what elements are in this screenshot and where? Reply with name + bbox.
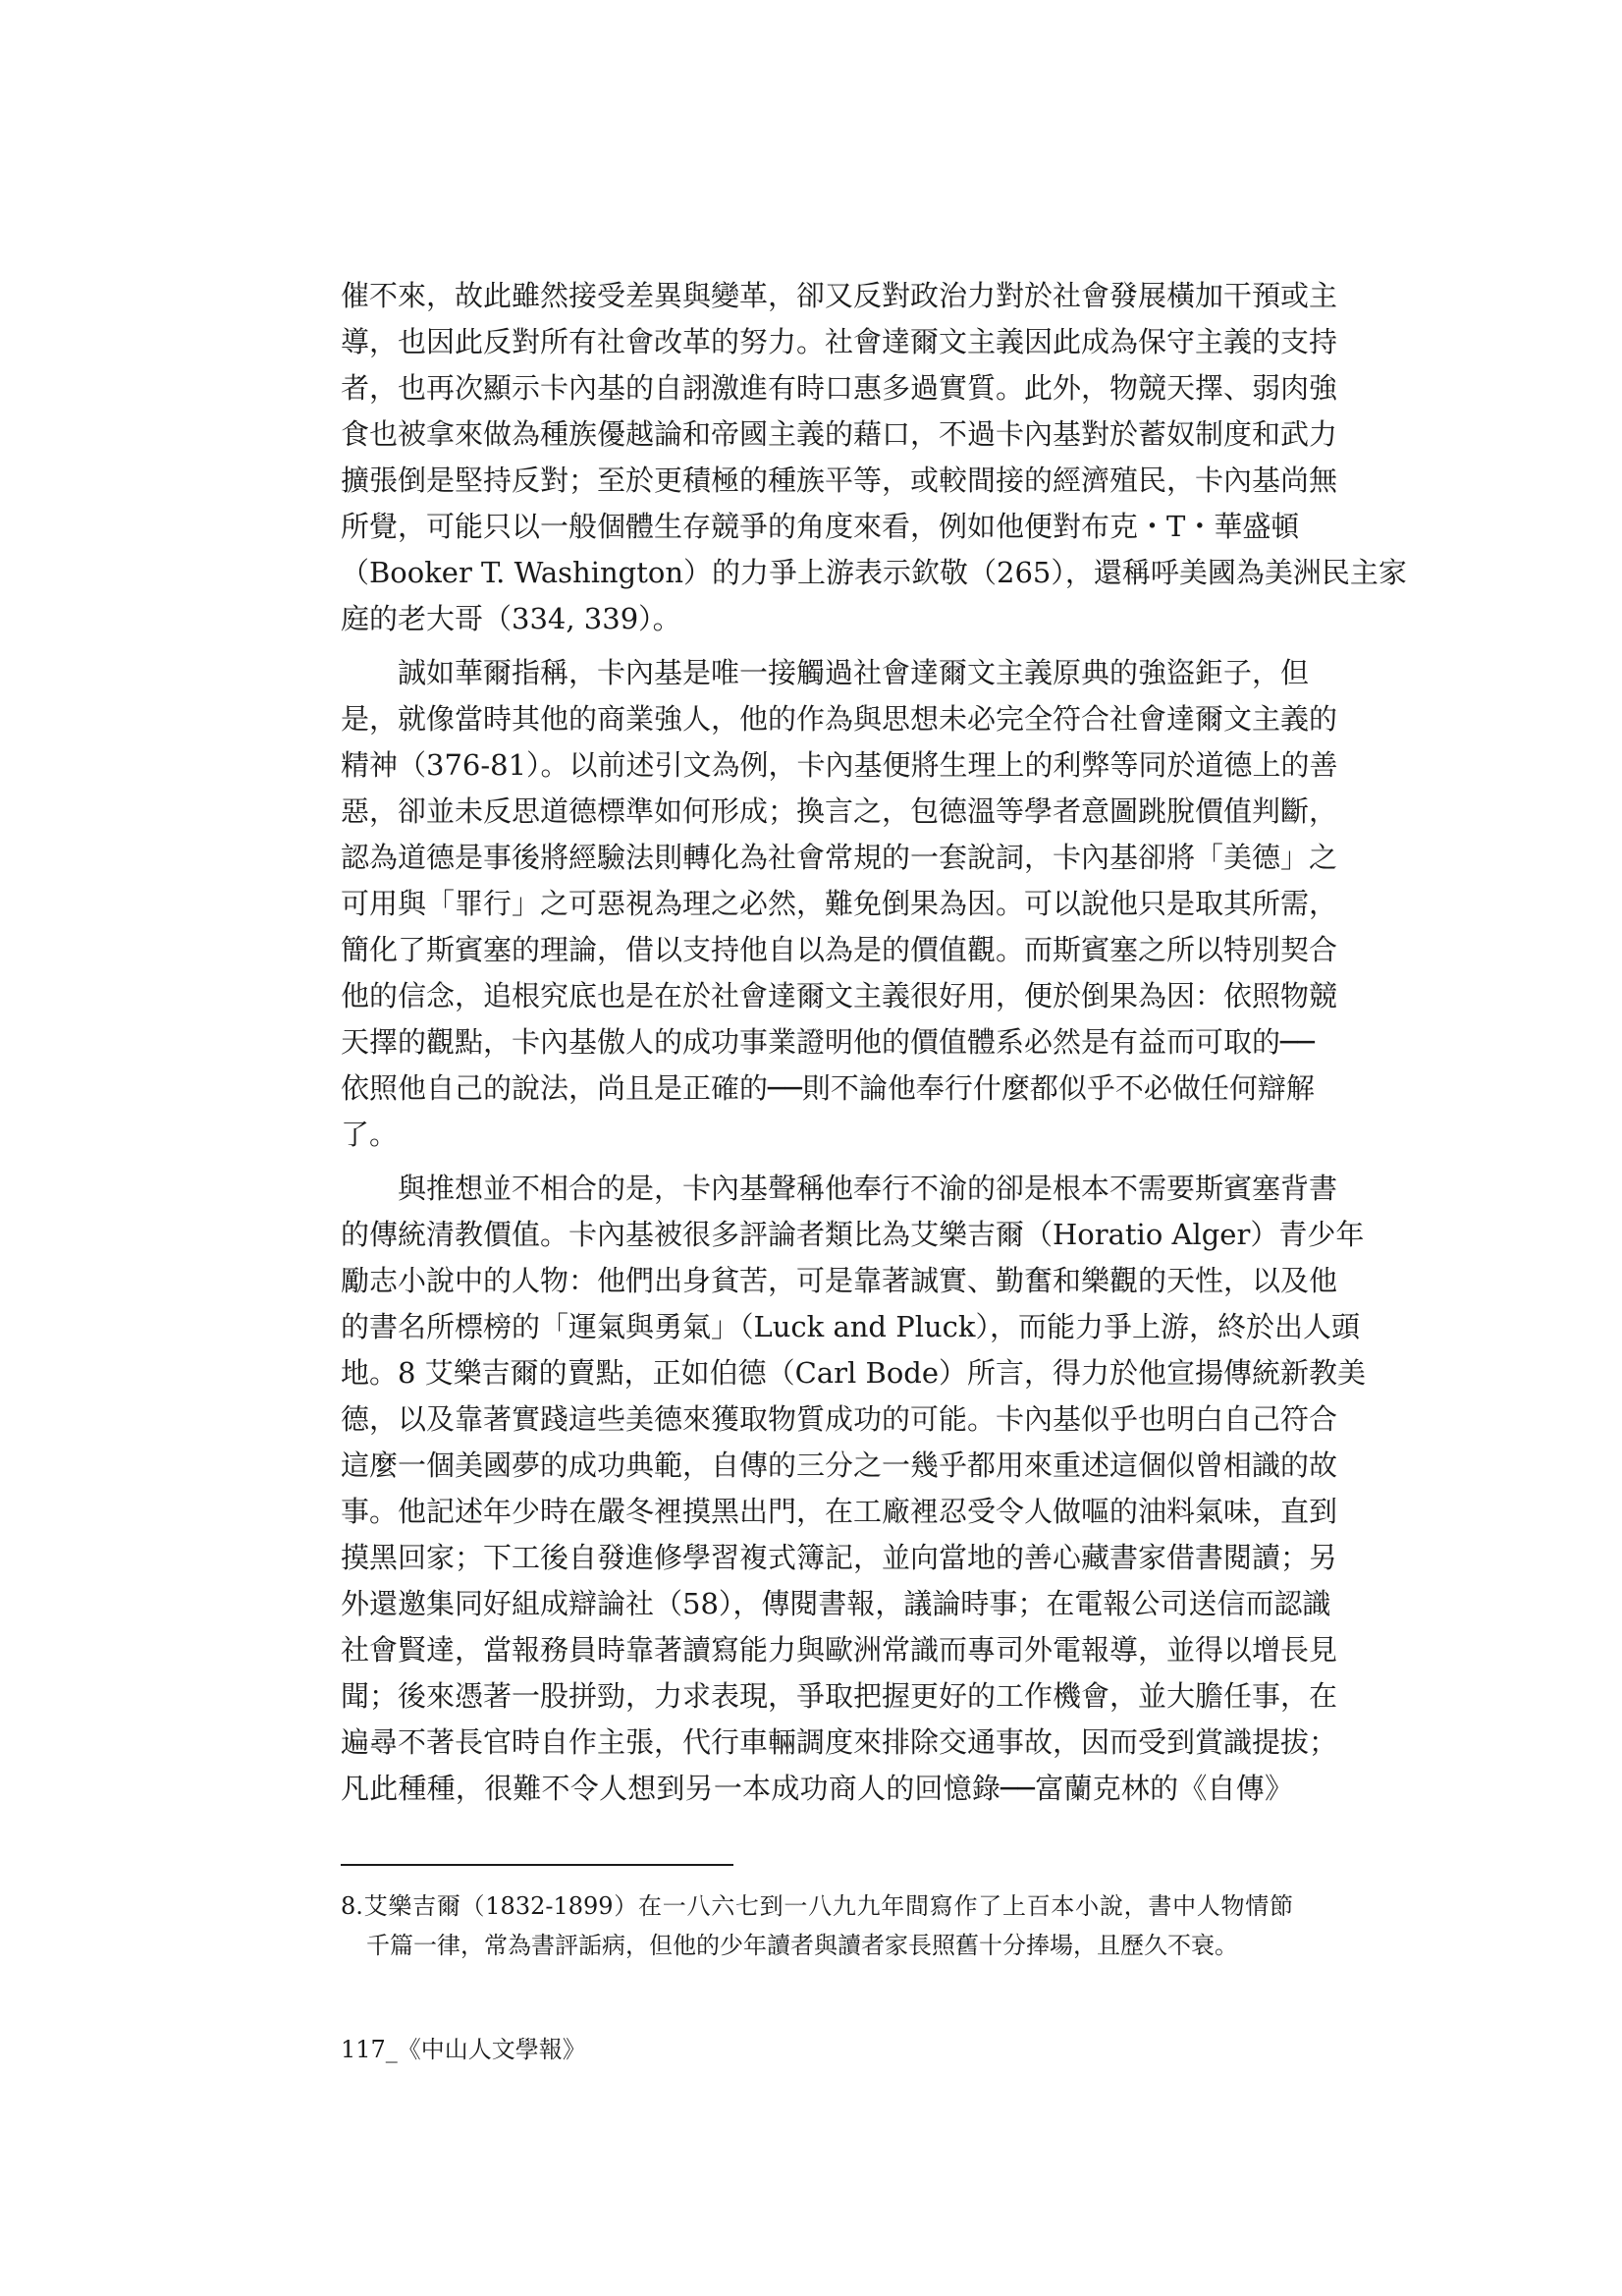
page-number-journal-title: 117_《中山人文學報》 xyxy=(341,2036,586,2063)
text-line: 勵志小說中的人物：他們出身貧苦，可是靠著誠實、勤奮和樂觀的天性，以及他 xyxy=(341,1264,1338,1297)
text-line: 的傳統清教價值。卡內基被很多評論者類比為艾樂吉爾（Horatio Alger）青少年 xyxy=(341,1218,1365,1251)
text-line: 聞；後來憑著一股拼勁，力求表現，爭取把握更好的工作機會，並大膽任事，在 xyxy=(341,1679,1338,1713)
footnote-line: 8.艾樂吉爾（1832-1899）在一八六七到一八九九年間寫作了上百本小說，書中人物情節 xyxy=(341,1892,1293,1920)
text-line: 天擇的觀點，卡內基傲人的成功事業證明他的價值體系必然是有益而可取的── xyxy=(341,1025,1315,1059)
text-line: 了。 xyxy=(341,1118,399,1151)
text-line: 是，就像當時其他的商業強人，他的作為與思想未必完全符合社會達爾文主義的 xyxy=(341,702,1338,736)
text-line: 這麼一個美國夢的成功典範，自傳的三分之一幾乎都用來重述這個似曾相識的故 xyxy=(341,1449,1338,1482)
text-line: 與推想並不相合的是，卡內基聲稱他奉行不渝的卻是根本不需要斯賓塞背書 xyxy=(341,1172,1338,1205)
footnote-divider xyxy=(341,1864,733,1866)
text-line: （Booker T. Washington）的力爭上游表示欽敬（265），還稱呼美國為美洲民主家 xyxy=(341,556,1407,589)
text-line: 的書名所標榜的「運氣與勇氣」（Luck and Pluck），而能力爭上游，終於出人頭 xyxy=(341,1310,1360,1343)
footnote-line: 千篇一律，常為書評詬病，但他的少年讀者與讀者家長照舊十分捧場，且歷久不衰。 xyxy=(366,1932,1238,1959)
text-line: 所覺，可能只以一般個體生存競爭的角度來看，例如他便對布克・T・華盛頓 xyxy=(341,510,1300,543)
text-line: 德，以及靠著實踐這些美德來獲取物質成功的可能。卡內基似乎也明白自己符合 xyxy=(341,1402,1338,1436)
text-line: 導，也因此反對所有社會改革的努力。社會達爾文主義因此成為保守主義的支持 xyxy=(341,325,1338,358)
text-line: 擴張倒是堅持反對；至於更積極的種族平等，或較間接的經濟殖民，卡內基尚無 xyxy=(341,464,1338,497)
body-text xyxy=(341,273,1407,1812)
text-line: 簡化了斯賓塞的理論，借以支持他自以為是的價值觀。而斯賓塞之所以特別契合 xyxy=(341,933,1338,966)
text-line: 外還邀集同好組成辯論社（58），傳閱書報，議論時事；在電報公司送信而認識 xyxy=(341,1587,1331,1620)
text-line: 地。8 艾樂吉爾的賣點，正如伯德（Carl Bode）所言，得力於他宣揚傳統新教美 xyxy=(341,1356,1367,1390)
text-line: 他的信念，追根究底也是在於社會達爾文主義很好用，便於倒果為因：依照物競 xyxy=(341,979,1338,1012)
footnote xyxy=(341,1886,1293,1965)
text-line: 者，也再次顯示卡內基的自詡激進有時口惠多過實質。此外，物競天擇、弱肉強 xyxy=(341,371,1338,405)
text-line: 凡此種種，很難不令人想到另一本成功商人的回憶錄──富蘭克林的《自傳》 xyxy=(341,1772,1293,1805)
text-line: 可用與「罪行」之可惡視為理之必然，難免倒果為因。可以說他只是取其所需， xyxy=(341,887,1338,920)
text-line: 催不來，故此雖然接受差異與變革，卻又反對政治力對於社會發展橫加干預或主 xyxy=(341,279,1338,312)
text-line: 事。他記述年少時在嚴冬裡摸黑出門，在工廠裡忍受令人做嘔的油料氣味，直到 xyxy=(341,1495,1338,1528)
text-line: 摸黑回家；下工後自發進修學習複式簿記，並向當地的善心藏書家借書閱讀；另 xyxy=(341,1541,1338,1574)
text-line: 社會賢達，當報務員時靠著讀寫能力與歐洲常識而專司外電報導，並得以增長見 xyxy=(341,1633,1338,1667)
text-line: 惡，卻並未反思道德標準如何形成；換言之，包德溫等學者意圖跳脫價值判斷， xyxy=(341,794,1338,828)
text-line: 庭的老大哥（334, 339）。 xyxy=(341,602,681,635)
text-line: 遍尋不著長官時自作主張，代行車輛調度來排除交通事故，因而受到賞識提拔； xyxy=(341,1725,1338,1759)
text-line: 誠如華爾指稱，卡內基是唯一接觸過社會達爾文主義原典的強盜鉅子，但 xyxy=(341,656,1310,689)
text-line: 依照他自己的說法，尚且是正確的──則不論他奉行什麼都似乎不必做任何辯解 xyxy=(341,1071,1315,1105)
text-line: 食也被拿來做為種族優越論和帝國主義的藉口，不過卡內基對於蓄奴制度和武力 xyxy=(341,417,1338,451)
text-line: 認為道德是事後將經驗法則轉化為社會常規的一套說詞，卡內基卻將「美德」之 xyxy=(341,841,1338,874)
text-line: 精神（376-81）。以前述引文為例，卡內基便將生理上的利弊等同於道德上的善 xyxy=(341,748,1338,782)
